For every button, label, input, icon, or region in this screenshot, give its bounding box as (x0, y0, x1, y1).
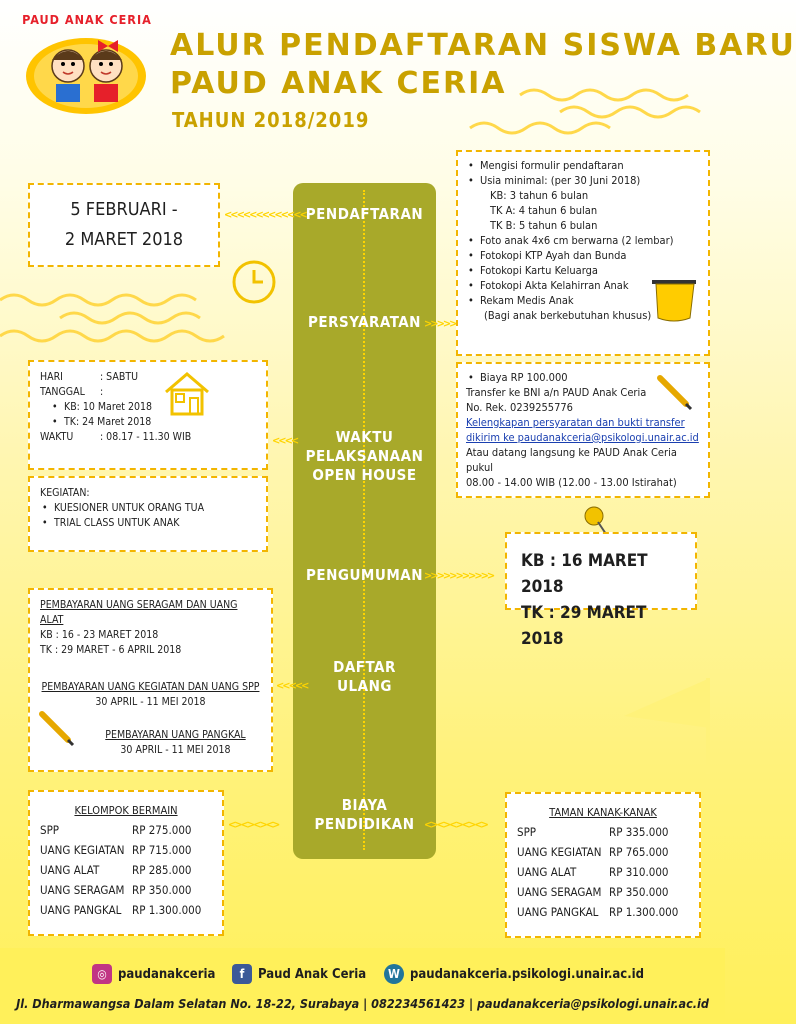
step-daftar-ulang-l2: ULANG (337, 677, 392, 695)
list-item: TK B: 5 tahun 6 bulan (490, 219, 598, 232)
tanggal-colon: : (100, 386, 104, 398)
hari-label: HARI (40, 371, 63, 383)
pendaftaran-date-line2: 2 MARET 2018 (64, 229, 184, 250)
list-item: (Bagi anak berkebutuhan khusus) (484, 309, 652, 322)
list-item: • Fotokopi Kartu Keluarga (466, 263, 700, 278)
flag-icon (622, 676, 712, 776)
wordpress-icon: W (384, 964, 404, 984)
house-icon (162, 368, 212, 418)
kegiatan-box (28, 476, 268, 552)
step-open-house-l3: OPEN HOUSE (312, 466, 417, 484)
waktu-label: WAKTU (40, 431, 74, 443)
table-row: UANG PANGKAL RP 1.300.000 (40, 903, 202, 917)
list-item: • TRIAL CLASS UNTUK ANAK (40, 516, 256, 531)
transfer-text: Transfer ke BNI a/n PAUD Anak Ceria (466, 386, 647, 399)
list-item: KB: 3 tahun 6 bulan (490, 189, 589, 202)
kelompok-bermain-box (28, 790, 224, 936)
pencil-icon (36, 708, 76, 748)
table-row: UANG KEGIATAN RP 765.000 (517, 845, 669, 859)
footer (0, 948, 725, 1024)
list-item: • Foto anak 4x6 cm berwarna (2 lembar) (466, 233, 700, 248)
taman-kanak-title: TAMAN KANAK-KANAK (549, 806, 657, 819)
rekening-text: No. Rek. 0239255776 (466, 401, 573, 414)
instagram-icon: ◎ (92, 964, 112, 984)
pengumuman-kb: KB : 16 MARET 2018 (521, 551, 648, 597)
pengumuman-tk: TK : 29 MARET 2018 (521, 603, 647, 649)
tanggal-kb: • KB: 10 Maret 2018 (50, 400, 256, 415)
table-row: SPP RP 275.000 (40, 823, 192, 837)
hari-value: : SABTU (100, 371, 139, 383)
daftar-ulang-date2: 30 APRIL - 11 MEI 2018 (95, 696, 206, 708)
instagram-link[interactable] (92, 964, 215, 984)
table-row: SPP RP 335.000 (517, 825, 669, 839)
section-heading: PEMBAYARAN UANG SERAGAM DAN UANG ALAT (40, 599, 238, 626)
open-house-box (28, 360, 268, 470)
kelompok-bermain-title: KELOMPOK BERMAIN (74, 804, 178, 817)
section-heading: PEMBAYARAN UANG KEGIATAN DAN UANG SPP (41, 681, 260, 693)
daftar-ulang-date3: 30 APRIL - 11 MEI 2018 (120, 744, 231, 756)
kegiatan-label: KEGIATAN: (40, 487, 90, 499)
tanggal-label: TANGGAL (40, 386, 85, 398)
page-title-line2: PAUD ANAK CERIA (170, 66, 507, 101)
pengumuman-box (505, 532, 697, 649)
facebook-name: Paud Anak Ceria (258, 966, 367, 982)
step-pengumuman: PENGUMUMAN (306, 566, 423, 584)
table-row: UANG SERAGAM RP 350.000 (40, 883, 192, 897)
table-row: UANG KEGIATAN RP 715.000 (40, 843, 192, 857)
footer-address: Jl. Dharmawangsa Dalam Selatan No. 18-22, Surabaya | 082234561423 | paudanakceria@psikologi.unair.ac.id (16, 996, 709, 1011)
logo-text: PAUD ANAK CERIA (22, 12, 152, 27)
list-item: • Rekam Medis Anak (466, 293, 700, 308)
fee-text: • Biaya RP 100.000 (466, 370, 700, 385)
chevron-connector: <<<< (272, 434, 298, 447)
step-open-house-l1: WAKTU (335, 428, 394, 446)
chevron-connector: <><><><><> (424, 818, 487, 831)
tanggal-tk: • TK: 24 Maret 2018 (50, 415, 256, 430)
table-row: UANG ALAT RP 310.000 (517, 865, 669, 879)
website-link[interactable] (384, 964, 644, 984)
step-open-house (293, 428, 436, 485)
list-item: • Usia minimal: (per 30 Juni 2018) (466, 173, 700, 188)
chevron-connector: >>>>>>>>>>> (424, 569, 494, 582)
email-link-line1[interactable]: Kelengkapan persyaratan dan bukti transfer (466, 416, 685, 429)
flow-spine-dots (363, 190, 365, 850)
step-pendaftaran: PENDAFTARAN (305, 205, 424, 223)
step-persyaratan: PERSYARATAN (308, 313, 421, 331)
step-daftar-ulang (293, 658, 436, 696)
chevron-connector: <<<<<<<<<<<<< (224, 208, 306, 221)
page-title-line1: ALUR PENDAFTARAN SISWA BARU (170, 28, 796, 63)
alt-text-2: 08.00 - 14.00 WIB (12.00 - 13.00 Istirahat) (466, 476, 677, 489)
clock-icon (230, 258, 278, 306)
table-row: UANG PANGKAL RP 1.300.000 (517, 905, 679, 919)
waktu-value: : 08.17 - 11.30 WIB (100, 431, 192, 443)
alt-text-1: Atau datang langsung ke PAUD Anak Ceria pukul (466, 446, 677, 474)
step-biaya-l2: PENDIDIKAN (314, 815, 415, 833)
chevron-connector: <><><><> (228, 818, 279, 831)
list-item: TK A: 4 tahun 6 bulan (490, 204, 598, 217)
page-year: TAHUN 2018/2019 (172, 108, 370, 132)
chevron-connector: >>>>> (424, 317, 456, 330)
list-item: • Mengisi formulir pendaftaran (466, 158, 700, 173)
facebook-icon: f (232, 964, 252, 984)
daftar-ulang-kb: KB : 16 - 23 MARET 2018 (40, 629, 159, 641)
step-biaya (293, 796, 436, 834)
email-link-line2[interactable]: dikirim ke paudanakceria@psikologi.unair.ac.id (466, 431, 699, 444)
chevron-connector: <<<<< (276, 679, 308, 692)
daftar-ulang-tk: TK : 29 MARET - 6 APRIL 2018 (40, 644, 182, 656)
section-heading: PEMBAYARAN UANG PANGKAL (105, 729, 246, 741)
step-open-house-l2: PELAKSANAAN (305, 447, 424, 465)
flag-icon (648, 278, 700, 344)
pendaftaran-date-box (28, 183, 220, 267)
website-url: paudanakceria.psikologi.unair.ac.id (410, 966, 645, 982)
instagram-handle: paudanakceria (118, 966, 216, 982)
pendaftaran-date-line1: 5 FEBRUARI - (70, 199, 178, 220)
facebook-link[interactable] (232, 964, 366, 984)
list-item: • KUESIONER UNTUK ORANG TUA (40, 501, 256, 516)
list-item: • Fotokopi KTP Ayah dan Bunda (466, 248, 700, 263)
table-row: UANG ALAT RP 285.000 (40, 863, 192, 877)
list-item: • Fotokopi Akta Kelahirran Anak (466, 278, 700, 293)
taman-kanak-box (505, 792, 701, 938)
pencil-icon (654, 372, 694, 412)
table-row: UANG SERAGAM RP 350.000 (517, 885, 669, 899)
step-daftar-ulang-l1: DAFTAR (333, 658, 396, 676)
step-biaya-l1: BIAYA (341, 796, 388, 814)
